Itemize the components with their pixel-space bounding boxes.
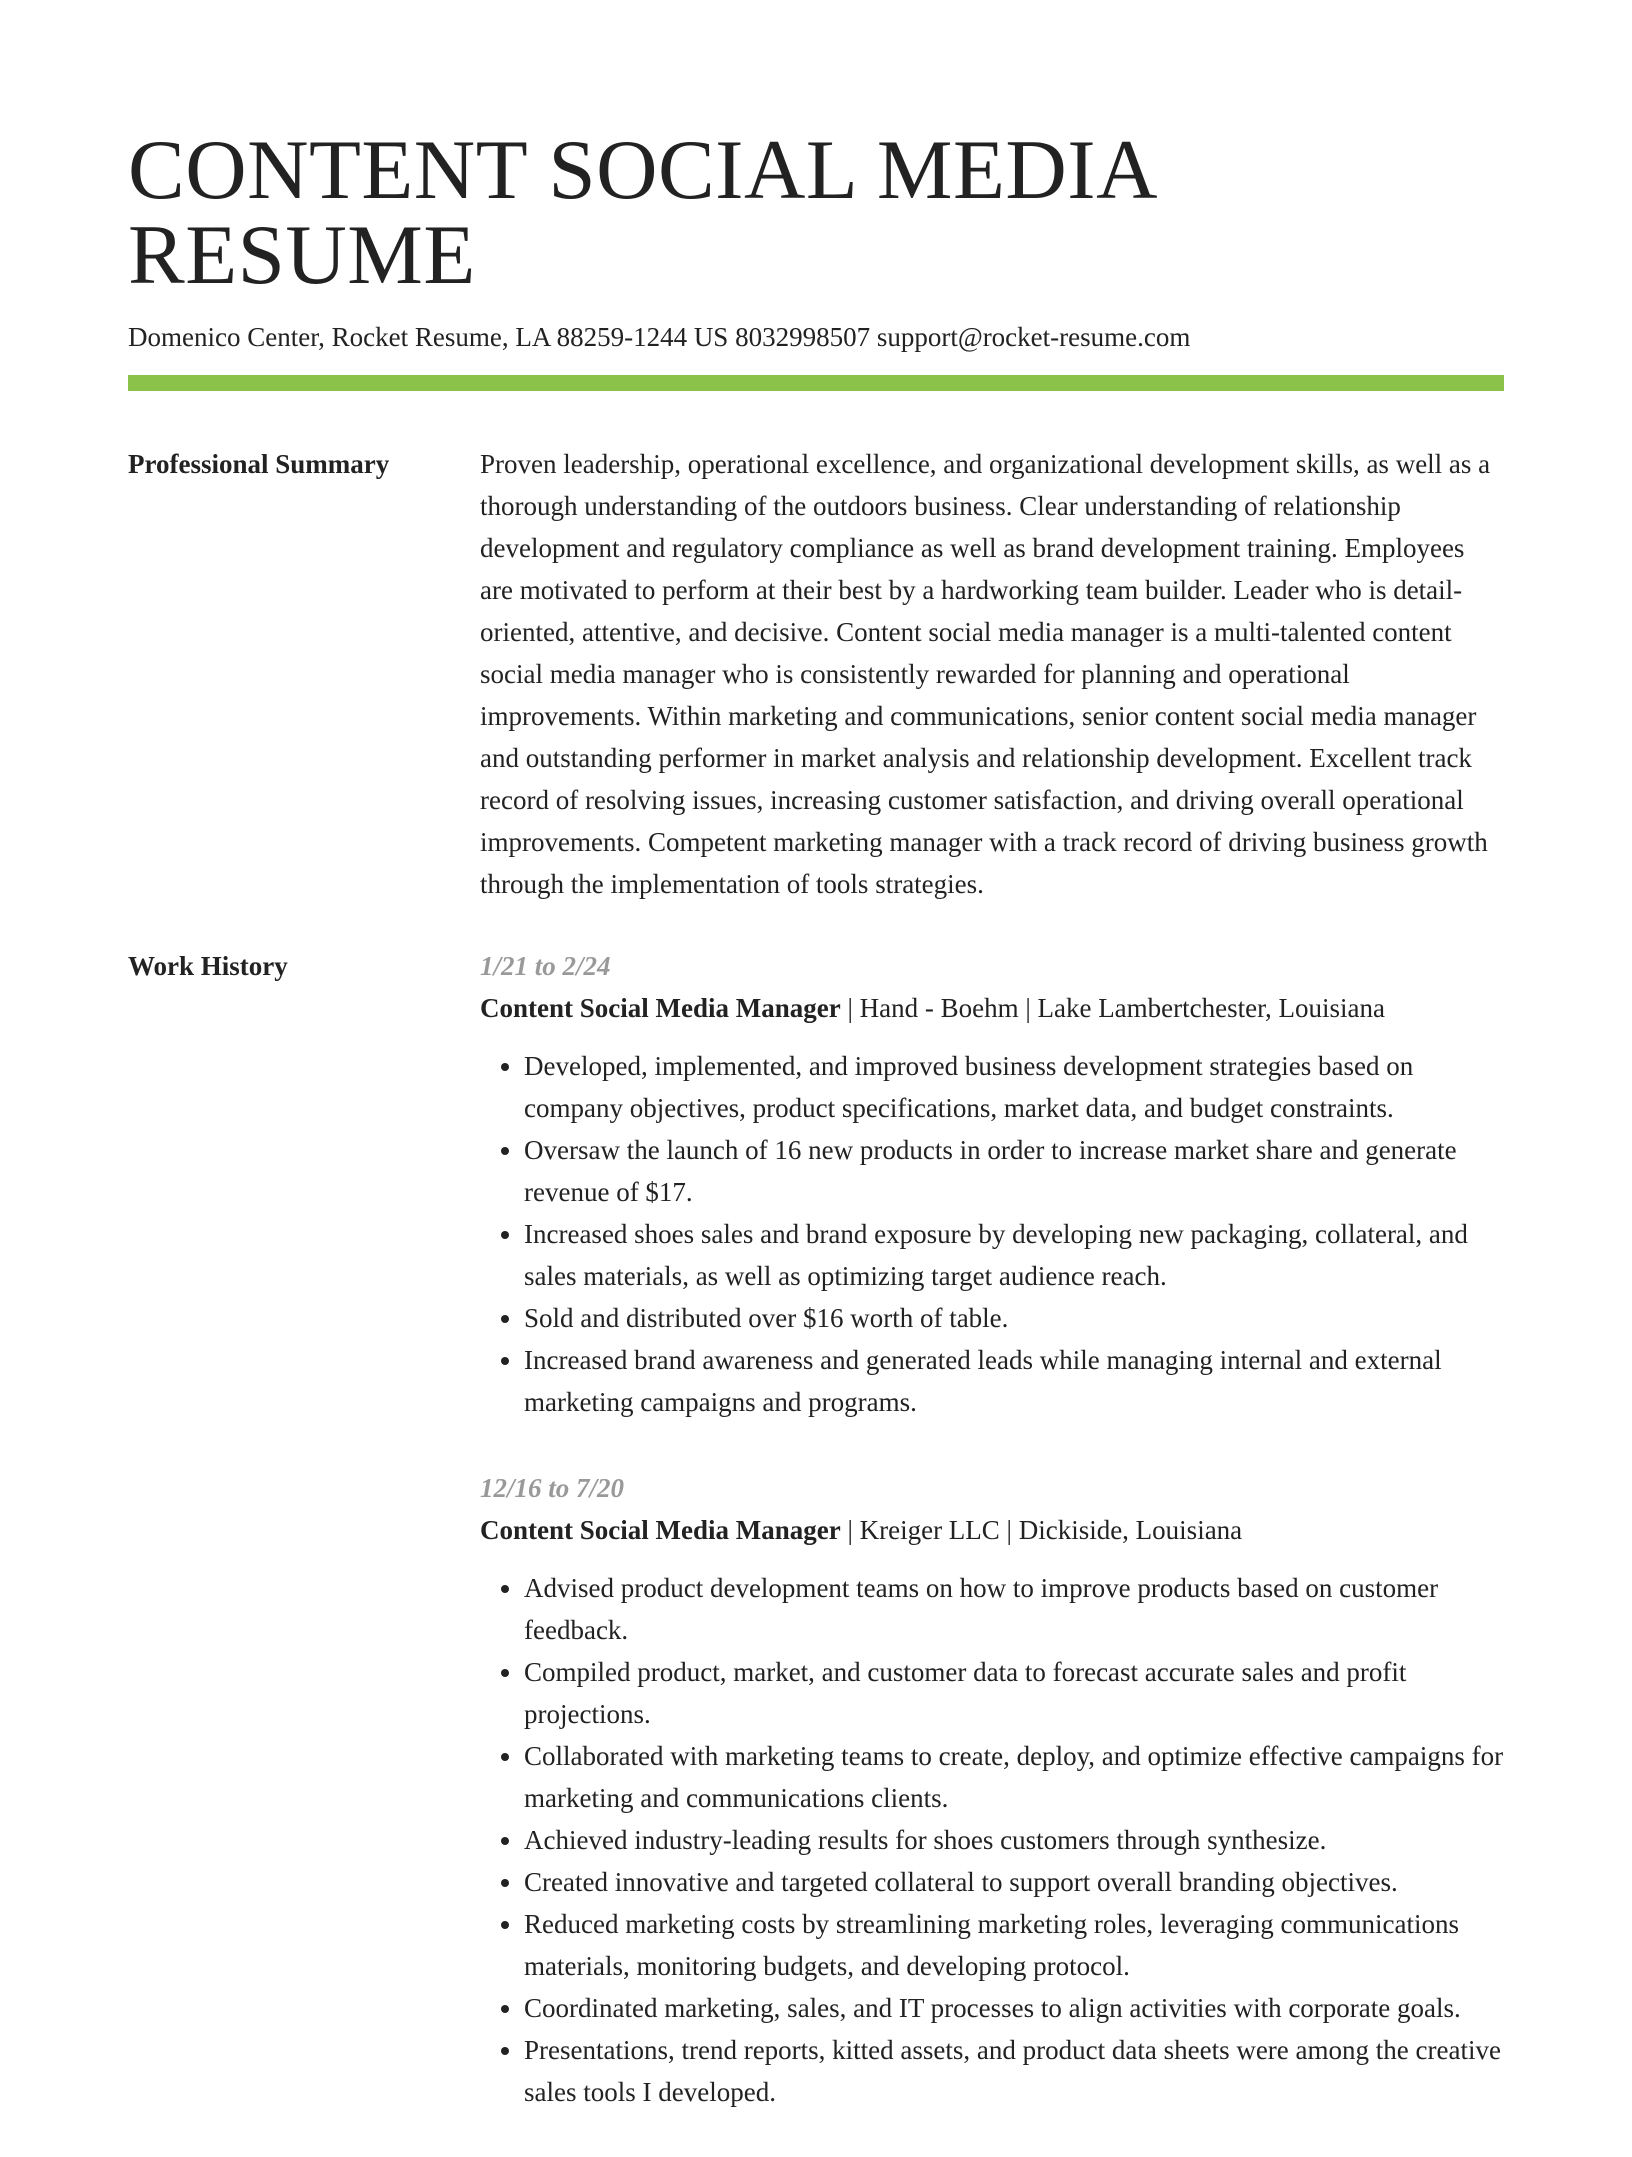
summary-body <box>480 443 1504 905</box>
job-company-location: | Hand - Boehm | Lake Lambertchester, Louisiana <box>840 993 1385 1024</box>
job-bullet-list <box>480 1045 1504 1423</box>
summary-text: Proven leadership, operational excellence, and organizational development skills, as well as a thorough understanding of the outdoors business. Clear understanding of relationship development and regulatory compliance as well as brand development training. Employees are motivated to perform at their best by a hardworking team builder. Leader who is detail-oriented, attentive, and decisive. Content social media manager is a multi-talented content social media manager who is consistently rewarded for planning and operational improvements. Within marketing and communications, senior content social media manager and outstanding performer in market analysis and relationship development. Excellent track record of resolving issues, increasing customer satisfaction, and driving overall operational improvements. Competent marketing manager with a track record of driving business growth through the implementation of tools strategies. <box>480 449 1491 900</box>
job-dates: 1/21 to 2/24 <box>480 951 611 982</box>
job-title-line <box>480 1509 1504 1551</box>
contact-info: Domenico Center, Rocket Resume, LA 88259-1244 US 8032998507 support@rocket-resume.com <box>128 322 1191 352</box>
job-bullet: • Achieved industry-leading results for shoes customers through synthesize. <box>524 1819 1504 1861</box>
resume-title: CONTENT SOCIAL MEDIA RESUME <box>128 123 1154 302</box>
job-bullet: • Sold and distributed over $16 worth of table. <box>524 1297 1504 1339</box>
job-bullet: • Collaborated with marketing teams to create, deploy, and optimize effective campaigns for marketing and communications clients. <box>524 1735 1504 1819</box>
job-dates: 12/16 to 7/20 <box>480 1473 625 1504</box>
resume-page <box>128 120 1504 2157</box>
job-title: Content Social Media Manager <box>480 1515 841 1546</box>
job-bullet: • Compiled product, market, and customer data to forecast accurate sales and profit projections. <box>524 1651 1504 1735</box>
section-label-summary: Professional Summary <box>128 449 390 480</box>
work-history-body <box>480 945 1504 2157</box>
job-company-location: | Kreiger LLC | Dickiside, Louisiana <box>840 1515 1243 1546</box>
job-bullet: • Reduced marketing costs by streamlining marketing roles, leveraging communications materials, monitoring budgets, and developing protocol. <box>524 1903 1504 1987</box>
job-entry <box>480 945 1504 1423</box>
job-bullet: • Presentations, trend reports, kitted assets, and product data sheets were among the creative sales tools I developed. <box>524 2029 1504 2113</box>
section-label-work-history: Work History <box>128 951 288 982</box>
header-divider <box>128 375 1504 391</box>
job-bullet-list <box>480 1567 1504 2113</box>
professional-summary-section <box>128 443 1504 905</box>
job-bullet: • Coordinated marketing, sales, and IT processes to align activities with corporate goals. <box>524 1987 1504 2029</box>
job-bullet: • Oversaw the launch of 16 new products in order to increase market share and generate revenue of $17. <box>524 1129 1504 1213</box>
job-title: Content Social Media Manager <box>480 993 841 1024</box>
job-bullet: • Developed, implemented, and improved business development strategies based on company objectives, product specifications, market data, and budget constraints. <box>524 1045 1504 1129</box>
job-entry <box>480 1467 1504 2113</box>
work-history-section <box>128 945 1504 2157</box>
job-bullet: • Increased brand awareness and generated leads while managing internal and external marketing campaigns and programs. <box>524 1339 1504 1423</box>
job-bullet: • Advised product development teams on how to improve products based on customer feedback. <box>524 1567 1504 1651</box>
job-bullet: • Created innovative and targeted collateral to support overall branding objectives. <box>524 1861 1504 1903</box>
job-bullet: • Increased shoes sales and brand exposure by developing new packaging, collateral, and sales materials, as well as optimizing target audience reach. <box>524 1213 1504 1297</box>
job-title-line <box>480 987 1504 1029</box>
